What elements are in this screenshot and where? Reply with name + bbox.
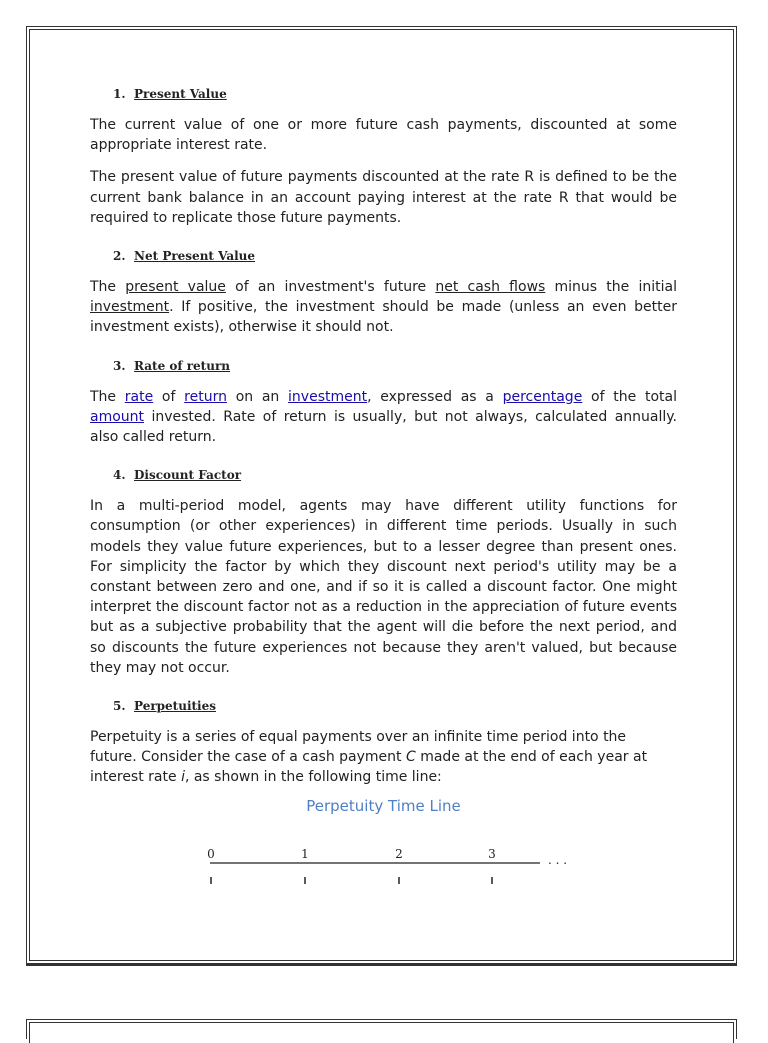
paragraph: In a multi-period model, agents may have different utility functions for consumption (or other experiences) in different time periods. Usually in such models they value future experiences, but to a lesser degree than present ones. For simplicity the factor by which they discount next period's utility may be a constant between zero and one, and if so it is called a discount factor. One might interpret the discount factor not as a reduction in the appreciation of future events but as a subjective probability that the agent will die before the next period, and so discounts the future experiences not because they aren't valued, but because they may not occur. xyxy=(90,498,677,676)
timeline-label: 0 xyxy=(207,847,215,861)
link-return[interactable]: return xyxy=(184,388,227,405)
section-number: 2. xyxy=(113,249,126,264)
text-run: of an investment's future xyxy=(225,279,436,296)
section-title: Perpetuities xyxy=(134,699,217,714)
link-investment[interactable]: investment xyxy=(90,299,170,316)
paragraph: The current value of one or more future cash payments, discounted at some appropriate interest rate. xyxy=(90,117,677,154)
link-investment[interactable]: investment xyxy=(288,388,368,405)
section-title: Present Value xyxy=(134,87,227,101)
text-run: The xyxy=(90,388,125,405)
section-number: 5. xyxy=(113,699,126,714)
section-heading xyxy=(113,86,677,102)
variable-c: C xyxy=(405,749,416,766)
section-number: 1. xyxy=(113,87,126,101)
paragraph xyxy=(90,387,677,448)
timeline-label: 1 xyxy=(301,847,309,861)
text-run: minus the initial xyxy=(545,279,677,296)
section-perpetuities xyxy=(90,698,677,816)
section-net-present-value xyxy=(90,248,677,338)
section-number: 4. xyxy=(113,468,126,483)
timeline-ellipsis: . . . xyxy=(548,853,568,867)
section-heading xyxy=(113,467,677,483)
section-heading xyxy=(113,248,677,264)
section-present-value xyxy=(90,86,677,228)
paragraph xyxy=(90,277,677,338)
link-present-value[interactable]: present value xyxy=(125,279,226,296)
text-run: The xyxy=(90,279,126,296)
text-run: invested. Rate of return is usually, but not always, calculated annually. also called return. xyxy=(90,408,677,446)
timeline-label: 2 xyxy=(395,847,403,861)
section-discount-factor xyxy=(90,467,677,678)
text-run: on an xyxy=(226,388,289,405)
section-title: Discount Factor xyxy=(134,468,242,483)
text-run: Perpetuity is a series of equal payments over an infinite time period into the future. Consider the case of a cash payment xyxy=(90,729,627,766)
link-amount[interactable]: amount xyxy=(90,408,145,425)
document-content xyxy=(90,86,677,816)
variable-i: i xyxy=(181,769,185,786)
timeline-label: 3 xyxy=(488,847,496,861)
text-run: of the total xyxy=(582,388,677,405)
perpetuity-timeline xyxy=(200,842,590,888)
timeline-title: Perpetuity Time Line xyxy=(306,796,461,815)
section-title: Net Present Value xyxy=(134,249,256,264)
next-page-frame xyxy=(26,1019,737,1039)
section-title: Rate of return xyxy=(134,358,230,373)
paragraph: The present value of future payments discounted at the rate R is defined to be the current bank balance in an account paying interest at the rate R that would be required to replicate those future payments. xyxy=(90,169,677,226)
text-run: of xyxy=(153,388,185,405)
text-run: , as shown in the following time line: xyxy=(184,769,442,786)
section-heading xyxy=(113,358,677,374)
link-rate[interactable]: rate xyxy=(124,388,154,405)
section-heading xyxy=(113,698,677,714)
section-number: 3. xyxy=(113,358,126,373)
link-percentage[interactable]: percentage xyxy=(502,388,583,405)
section-rate-of-return xyxy=(90,358,677,448)
link-net-cash-flows[interactable]: net cash flows xyxy=(435,279,546,296)
paragraph xyxy=(90,727,677,788)
text-run: . If positive, the investment should be made (unless an even better investment exists), otherwise it should not. xyxy=(90,299,677,336)
text-run: , expressed as a xyxy=(367,388,503,405)
text-run: made at the end of each year at interest rate xyxy=(90,749,648,786)
